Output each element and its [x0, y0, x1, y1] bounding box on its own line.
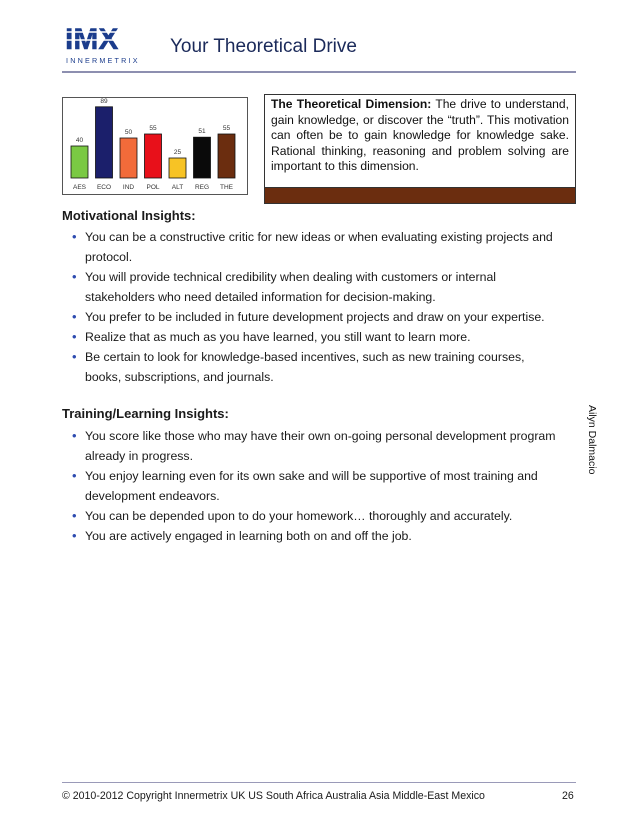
training-insights-list — [72, 426, 562, 546]
bar-eco — [96, 107, 113, 178]
bullet-text: You score like those who may have their own on-going personal development program already in progress. — [85, 429, 556, 463]
value-label-aes: 40 — [75, 137, 84, 144]
bullet-dot-icon: • — [72, 468, 77, 483]
dimension-color-bar — [265, 187, 575, 203]
bullet-text: You prefer to be included in future development projects and draw on your expertise. — [85, 310, 545, 324]
chart-canvas — [63, 98, 247, 194]
category-label-alt: ALT — [171, 184, 184, 191]
category-label-reg: REG — [194, 184, 210, 191]
innermetrix-logo — [62, 20, 162, 68]
bar-the — [218, 134, 235, 178]
value-label-ind: 50 — [124, 129, 133, 136]
value-label-eco: 89 — [100, 98, 108, 105]
bullet-item — [72, 506, 562, 526]
bullet-dot-icon: • — [72, 528, 77, 543]
values-bar-chart — [62, 97, 248, 195]
side-name-label — [576, 405, 606, 475]
dimension-text — [271, 97, 569, 175]
participant-name: Ailyn Dalmacio — [586, 405, 598, 475]
bullet-text: You enjoy learning even for its own sake and will be supportive of most training and development endeavors. — [85, 469, 538, 503]
bar-reg — [194, 137, 211, 178]
bullet-item — [72, 347, 562, 387]
bullet-dot-icon: • — [72, 229, 77, 244]
bullet-text: You can be a constructive critic for new ideas or when evaluating existing projects and protocol. — [85, 230, 553, 264]
bullet-text: Be certain to look for knowledge-based incentives, such as new training courses, books, subscriptions, and journals. — [85, 350, 525, 384]
footer-divider — [62, 782, 576, 783]
category-label-eco: ECO — [96, 184, 112, 191]
bullet-text: You will provide technical credibility when dealing with customers or internal stakeholders who need detailed information for decision-making. — [85, 270, 497, 304]
logo-mark: IMX — [65, 23, 119, 56]
bullet-dot-icon: • — [72, 269, 77, 284]
value-label-alt: 25 — [173, 149, 182, 156]
motivational-insights-list — [72, 227, 562, 387]
bullet-item — [72, 327, 562, 347]
category-label-the: THE — [220, 184, 233, 191]
bullet-item — [72, 307, 562, 327]
value-label-pol: 55 — [149, 125, 157, 132]
logo-subtext: INNERMETRIX — [66, 56, 140, 65]
category-label-pol: POL — [146, 184, 160, 191]
value-label-reg: 51 — [198, 128, 206, 136]
bar-ind — [120, 138, 137, 178]
page-number: 26 — [562, 790, 574, 802]
page-title: Your Theoretical Drive — [170, 36, 357, 57]
footer-copyright: © 2010-2012 Copyright Innermetrix UK US South Africa Australia Asia Middle-East Mexico — [62, 790, 485, 802]
bullet-dot-icon: • — [72, 428, 77, 443]
bullet-item — [72, 426, 562, 466]
bar-aes — [71, 146, 88, 178]
bar-pol — [145, 134, 162, 178]
training-insights-title: Training/Learning Insights: — [62, 406, 229, 421]
bullet-item — [72, 267, 562, 307]
category-label-ind: IND — [122, 184, 135, 191]
bullet-text: Realize that as much as you have learned, you still want to learn more. — [85, 330, 471, 344]
category-label-aes: AES — [72, 184, 87, 191]
motivational-insights-title: Motivational Insights: — [62, 208, 196, 223]
bullet-item — [72, 227, 562, 267]
dimension-body: The drive to understand, gain knowledge, or discover the “truth”. This motivation can often be to gain knowledge for knowledge sake. Rational thinking, reasoning and problem solving are important to this dimension. — [271, 97, 569, 173]
header-divider — [62, 71, 576, 73]
bullet-dot-icon: • — [72, 329, 77, 344]
bullet-text: You are actively engaged in learning both on and off the job. — [85, 529, 412, 543]
bar-alt — [169, 158, 186, 178]
bullet-dot-icon: • — [72, 349, 77, 364]
bullet-dot-icon: • — [72, 309, 77, 324]
bullet-item — [72, 466, 562, 506]
dimension-heading: The Theoretical Dimension: — [271, 97, 432, 111]
dimension-description-box — [264, 94, 576, 204]
bullet-item — [72, 526, 562, 546]
value-label-the: 55 — [222, 125, 231, 132]
bullet-text: You can be depended upon to do your homework… thoroughly and accurately. — [85, 509, 513, 523]
bullet-dot-icon: • — [72, 508, 77, 523]
